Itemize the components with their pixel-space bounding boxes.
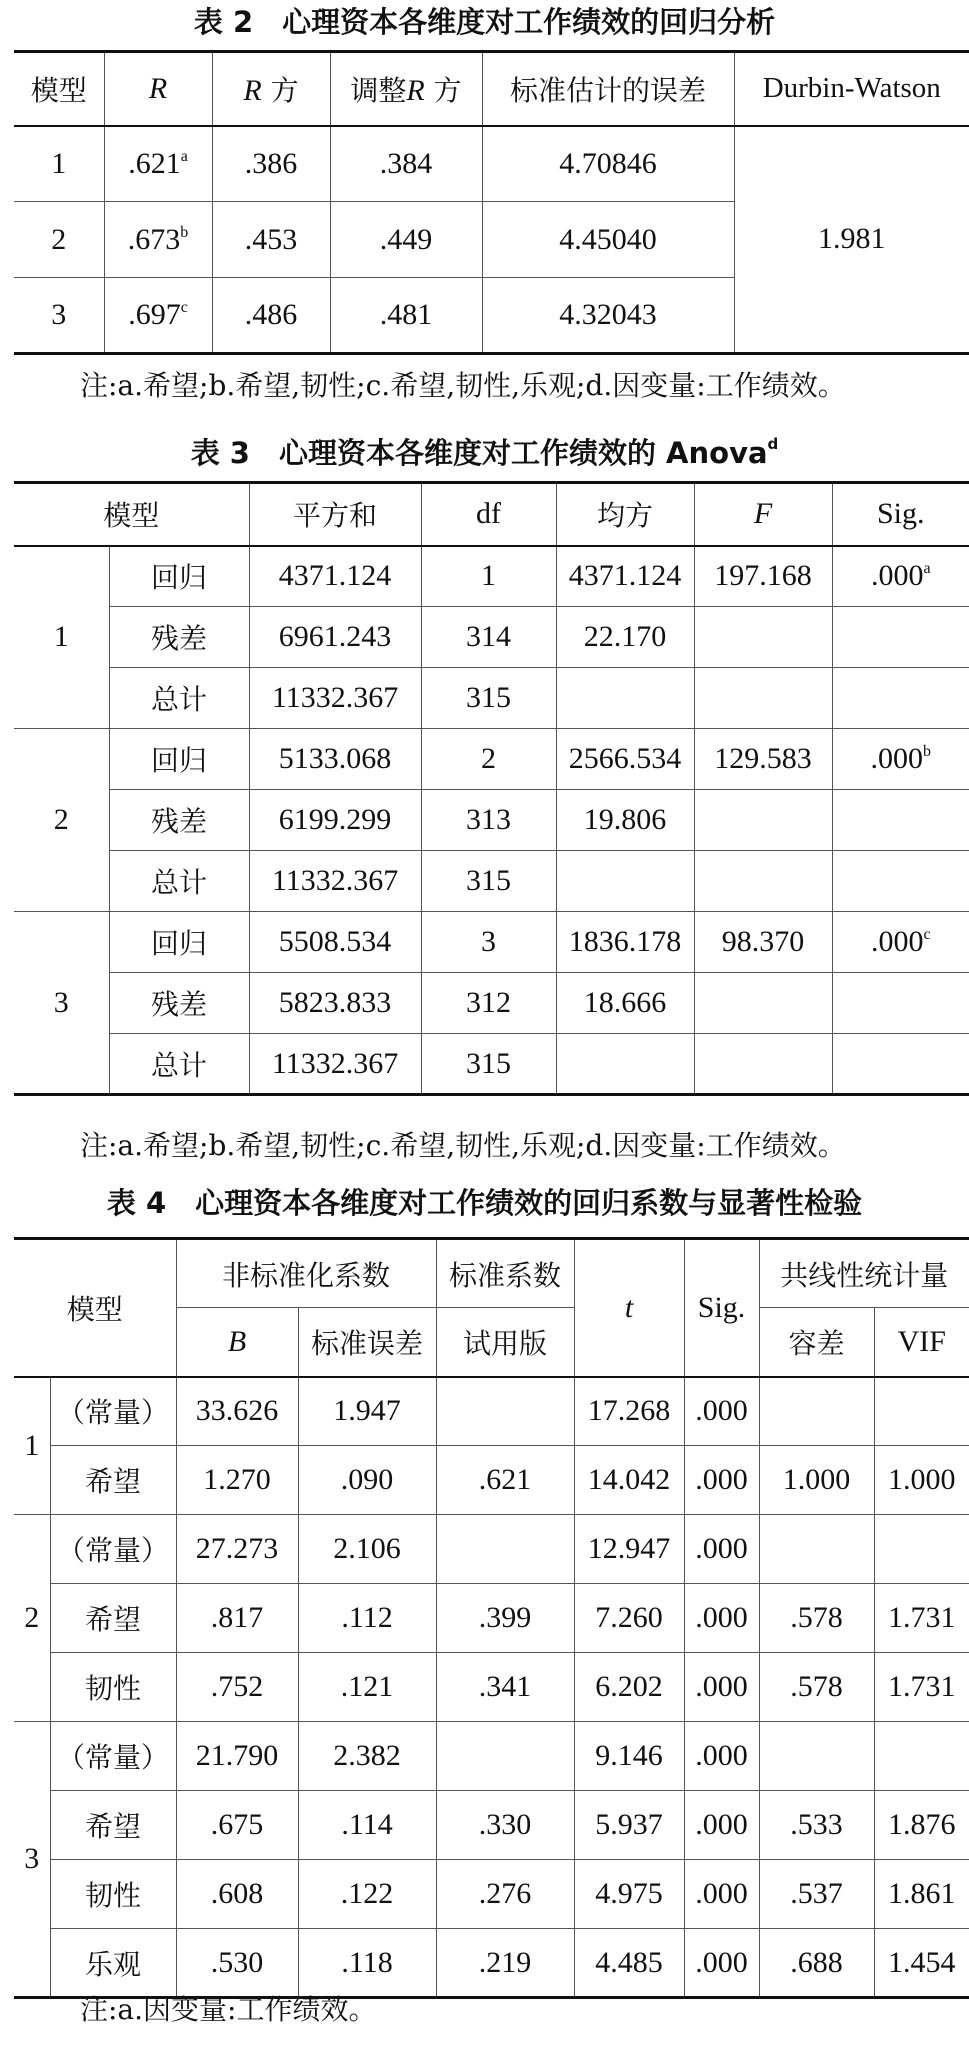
table3-cell-ms: 19.806: [556, 790, 694, 851]
table3-cell-f: [694, 790, 832, 851]
table3-cell-sig: [832, 668, 969, 729]
table3-cell-sig: [832, 851, 969, 912]
table4-cell-sig: .000: [684, 1929, 759, 1998]
table3-cell-ms: [556, 668, 694, 729]
table3-cell-ss: 5508.534: [249, 912, 421, 973]
table4-cell-tol: .578: [759, 1584, 874, 1653]
table2-cell-r: .697$^c$: [104, 278, 212, 354]
table3-cell-ms: 2566.534: [556, 729, 694, 790]
table4-cell-beta: [436, 1722, 574, 1791]
table4-cell-t: 9.146: [574, 1722, 684, 1791]
table4-header-beta: 试用版: [436, 1308, 574, 1377]
table3-cell-ss: 5133.068: [249, 729, 421, 790]
table4-cell-b: 1.270: [176, 1446, 298, 1515]
table3-cell-f: 197.168: [694, 546, 832, 607]
table2-cell-dw: 1.981: [734, 126, 969, 354]
table4-cell-se: .118: [298, 1929, 436, 1998]
table4-cell-var: （常量）: [50, 1722, 176, 1791]
table4-cell-tol: [759, 1722, 874, 1791]
table-row: [14, 1584, 969, 1653]
table-row: [14, 1929, 969, 1998]
table3-cell-label: 总计: [109, 1034, 249, 1095]
table3-title: 表 3 心理资本各维度对工作绩效的 Anova$^d$: [190, 435, 779, 470]
table3-cell-ss: 4371.124: [249, 546, 421, 607]
table3-cell-sig: [832, 1034, 969, 1095]
table4-cell-se: 2.382: [298, 1722, 436, 1791]
table4-cell-var: 韧性: [50, 1860, 176, 1929]
table4-cell-b: .675: [176, 1791, 298, 1860]
table3-header-df: df: [421, 483, 556, 546]
table3-cell-ms: [556, 1034, 694, 1095]
table3: [14, 481, 969, 1096]
table-row: [14, 546, 969, 607]
table4-cell-se: .090: [298, 1446, 436, 1515]
table4-cell-var: （常量）: [50, 1377, 176, 1446]
table4-title: 表 4 心理资本各维度对工作绩效的回归系数与显著性检验: [106, 1186, 863, 1220]
table4-cell-beta: [436, 1515, 574, 1584]
table3-cell-ms: 4371.124: [556, 546, 694, 607]
table3-note: 注:a.希望;b.希望,韧性;c.希望,韧性,乐观;d.因变量:工作绩效。: [80, 1129, 846, 1162]
table4-cell-var: 希望: [50, 1584, 176, 1653]
table4-cell-var: 乐观: [50, 1929, 176, 1998]
table4-cell-b: 27.273: [176, 1515, 298, 1584]
table-row: [14, 1860, 969, 1929]
table4-cell-sig: .000: [684, 1515, 759, 1584]
table4-cell-t: 4.485: [574, 1929, 684, 1998]
table2-header-r: R: [104, 52, 212, 126]
table3-cell-sig: .000$^a$: [832, 546, 969, 607]
table4-cell-sig: .000: [684, 1584, 759, 1653]
table4-cell-b: .817: [176, 1584, 298, 1653]
table2: [14, 50, 969, 355]
table4-cell-t: 4.975: [574, 1860, 684, 1929]
table4-cell-sig: .000: [684, 1860, 759, 1929]
table4-cell-vif: 1.861: [874, 1860, 969, 1929]
table3-cell-ms: 18.666: [556, 973, 694, 1034]
table-row: [14, 668, 969, 729]
table4-cell-t: 14.042: [574, 1446, 684, 1515]
table3-cell-label: 残差: [109, 607, 249, 668]
table3-cell-f: [694, 851, 832, 912]
table4-cell-model: 2: [14, 1515, 50, 1722]
table3-cell-ms: 22.170: [556, 607, 694, 668]
table4-cell-vif: 1.731: [874, 1584, 969, 1653]
table3-cell-f: 129.583: [694, 729, 832, 790]
table4-cell-vif: 1.876: [874, 1791, 969, 1860]
table-row: [14, 851, 969, 912]
table3-cell-df: 313: [421, 790, 556, 851]
table4-cell-var: 希望: [50, 1791, 176, 1860]
table3-header-f: F: [694, 483, 832, 546]
table4-cell-beta: .621: [436, 1446, 574, 1515]
table4-cell-b: .530: [176, 1929, 298, 1998]
table4-cell-vif: 1.000: [874, 1446, 969, 1515]
table3-header-model: 模型: [14, 483, 249, 546]
table4-header-vif: VIF: [874, 1308, 969, 1377]
table3-cell-df: 1: [421, 546, 556, 607]
table3-cell-ms: [556, 851, 694, 912]
table4-cell-vif: [874, 1377, 969, 1446]
table3-cell-ss: 6961.243: [249, 607, 421, 668]
table2-cell-r2: .386: [212, 126, 330, 202]
table4-cell-b: 33.626: [176, 1377, 298, 1446]
table4-header-sig: Sig.: [684, 1239, 759, 1377]
table2-cell-se: 4.32043: [482, 278, 734, 354]
table4-header-std: 标准系数: [436, 1239, 574, 1308]
table4-cell-se: .112: [298, 1584, 436, 1653]
table4-cell-se: .122: [298, 1860, 436, 1929]
table4-cell-se: .121: [298, 1653, 436, 1722]
table3-cell-model: 1: [14, 546, 109, 729]
table3-cell-sig: [832, 607, 969, 668]
table3-cell-ss: 6199.299: [249, 790, 421, 851]
table4-header-t: t: [574, 1239, 684, 1377]
table4-cell-tol: .537: [759, 1860, 874, 1929]
table3-header-ms: 均方: [556, 483, 694, 546]
table-row: [14, 126, 969, 202]
table4-cell-var: 希望: [50, 1446, 176, 1515]
table3-cell-ss: 11332.367: [249, 851, 421, 912]
table4-cell-se: 2.106: [298, 1515, 436, 1584]
table4-cell-var: 韧性: [50, 1653, 176, 1722]
table2-cell-adj: .481: [330, 278, 482, 354]
table4-cell-b: 21.790: [176, 1722, 298, 1791]
table3-cell-label: 回归: [109, 546, 249, 607]
table3-cell-label: 残差: [109, 973, 249, 1034]
table4-cell-tol: 1.000: [759, 1446, 874, 1515]
table3-cell-sig: .000$^c$: [832, 912, 969, 973]
table2-cell-r: .621$^a$: [104, 126, 212, 202]
table2-header-se: 标准估计的误差: [482, 52, 734, 126]
table4-cell-se: 1.947: [298, 1377, 436, 1446]
table3-cell-ss: 11332.367: [249, 668, 421, 729]
table2-note: 注:a.希望;b.希望,韧性;c.希望,韧性,乐观;d.因变量:工作绩效。: [80, 369, 846, 402]
table-row: [14, 912, 969, 973]
table3-cell-f: [694, 668, 832, 729]
table4-cell-t: 17.268: [574, 1377, 684, 1446]
table4-cell-sig: .000: [684, 1653, 759, 1722]
table3-cell-label: 残差: [109, 790, 249, 851]
table-row: [14, 973, 969, 1034]
table3-header-sig: Sig.: [832, 483, 969, 546]
table2-cell-model: 1: [14, 126, 104, 202]
table4-cell-tol: .533: [759, 1791, 874, 1860]
table4-cell-t: 12.947: [574, 1515, 684, 1584]
table3-cell-ss: 5823.833: [249, 973, 421, 1034]
table-row: [14, 790, 969, 851]
table3-cell-label: 总计: [109, 668, 249, 729]
table4-cell-t: 6.202: [574, 1653, 684, 1722]
table-row: [14, 1515, 969, 1584]
table-row: [14, 1377, 969, 1446]
table2-header-adj-r2: 调整R 方: [330, 52, 482, 126]
table4-cell-beta: .330: [436, 1791, 574, 1860]
table4-header-model: 模型: [14, 1239, 176, 1377]
table-row: [14, 1446, 969, 1515]
table2-header-model: 模型: [14, 52, 104, 126]
table4-cell-t: 5.937: [574, 1791, 684, 1860]
table2-cell-model: 3: [14, 278, 104, 354]
table4-cell-beta: .341: [436, 1653, 574, 1722]
table4-cell-se: .114: [298, 1791, 436, 1860]
table4-cell-beta: .399: [436, 1584, 574, 1653]
table2-cell-adj: .384: [330, 126, 482, 202]
table3-cell-f: [694, 973, 832, 1034]
table3-cell-df: 315: [421, 668, 556, 729]
table4-cell-vif: 1.454: [874, 1929, 969, 1998]
table4-cell-sig: .000: [684, 1791, 759, 1860]
table-row: [14, 1722, 969, 1791]
table2-cell-se: 4.45040: [482, 202, 734, 278]
table3-cell-df: 315: [421, 1034, 556, 1095]
table4-cell-var: （常量）: [50, 1515, 176, 1584]
table2-cell-r: .673$^b$: [104, 202, 212, 278]
table4-cell-beta: .276: [436, 1860, 574, 1929]
table3-cell-f: [694, 1034, 832, 1095]
table3-cell-label: 回归: [109, 729, 249, 790]
table4-cell-b: .608: [176, 1860, 298, 1929]
table4-cell-beta: [436, 1377, 574, 1446]
table2-cell-adj: .449: [330, 202, 482, 278]
table-row: [14, 729, 969, 790]
table-row: [14, 1034, 969, 1095]
table3-header-ss: 平方和: [249, 483, 421, 546]
table2-cell-model: 2: [14, 202, 104, 278]
table4-header-b: B: [176, 1308, 298, 1377]
table2-header-dw: Durbin-Watson: [734, 52, 969, 126]
table4-cell-beta: .219: [436, 1929, 574, 1998]
table3-cell-f: 98.370: [694, 912, 832, 973]
table4-cell-vif: 1.731: [874, 1653, 969, 1722]
table2-cell-se: 4.70846: [482, 126, 734, 202]
table4-cell-tol: .578: [759, 1653, 874, 1722]
table3-cell-sig: [832, 790, 969, 851]
table4-cell-model: 1: [14, 1377, 50, 1515]
table3-cell-model: 3: [14, 912, 109, 1095]
table3-cell-ss: 11332.367: [249, 1034, 421, 1095]
table4-header-coll: 共线性统计量: [759, 1239, 969, 1308]
table4-header-tol: 容差: [759, 1308, 874, 1377]
table4-header-unstd: 非标准化系数: [176, 1239, 436, 1308]
table4-cell-tol: [759, 1377, 874, 1446]
table3-cell-df: 314: [421, 607, 556, 668]
table4-cell-b: .752: [176, 1653, 298, 1722]
table4-cell-tol: [759, 1515, 874, 1584]
table-row: [14, 1791, 969, 1860]
table3-cell-label: 总计: [109, 851, 249, 912]
table3-cell-df: 2: [421, 729, 556, 790]
table4-cell-vif: [874, 1722, 969, 1791]
table3-cell-sig: [832, 973, 969, 1034]
table2-title: 表 2 心理资本各维度对工作绩效的回归分析: [193, 5, 776, 39]
table4-cell-sig: .000: [684, 1722, 759, 1791]
table4-cell-model: 3: [14, 1722, 50, 1998]
table3-cell-f: [694, 607, 832, 668]
table4-cell-tol: .688: [759, 1929, 874, 1998]
table3-cell-df: 312: [421, 973, 556, 1034]
table4-cell-vif: [874, 1515, 969, 1584]
table3-cell-df: 315: [421, 851, 556, 912]
table4: [14, 1237, 969, 1999]
table-row: [14, 607, 969, 668]
table3-cell-model: 2: [14, 729, 109, 912]
table4-cell-sig: .000: [684, 1446, 759, 1515]
table4-note: 注:a.因变量:工作绩效。: [80, 1993, 377, 2026]
table3-cell-label: 回归: [109, 912, 249, 973]
table4-cell-sig: .000: [684, 1377, 759, 1446]
table2-cell-r2: .453: [212, 202, 330, 278]
table4-header-se: 标准误差: [298, 1308, 436, 1377]
table3-cell-df: 3: [421, 912, 556, 973]
table-row: [14, 1653, 969, 1722]
table2-cell-r2: .486: [212, 278, 330, 354]
table3-cell-ms: 1836.178: [556, 912, 694, 973]
table4-cell-t: 7.260: [574, 1584, 684, 1653]
table2-header-r2: R 方: [212, 52, 330, 126]
table3-cell-sig: .000$^b$: [832, 729, 969, 790]
